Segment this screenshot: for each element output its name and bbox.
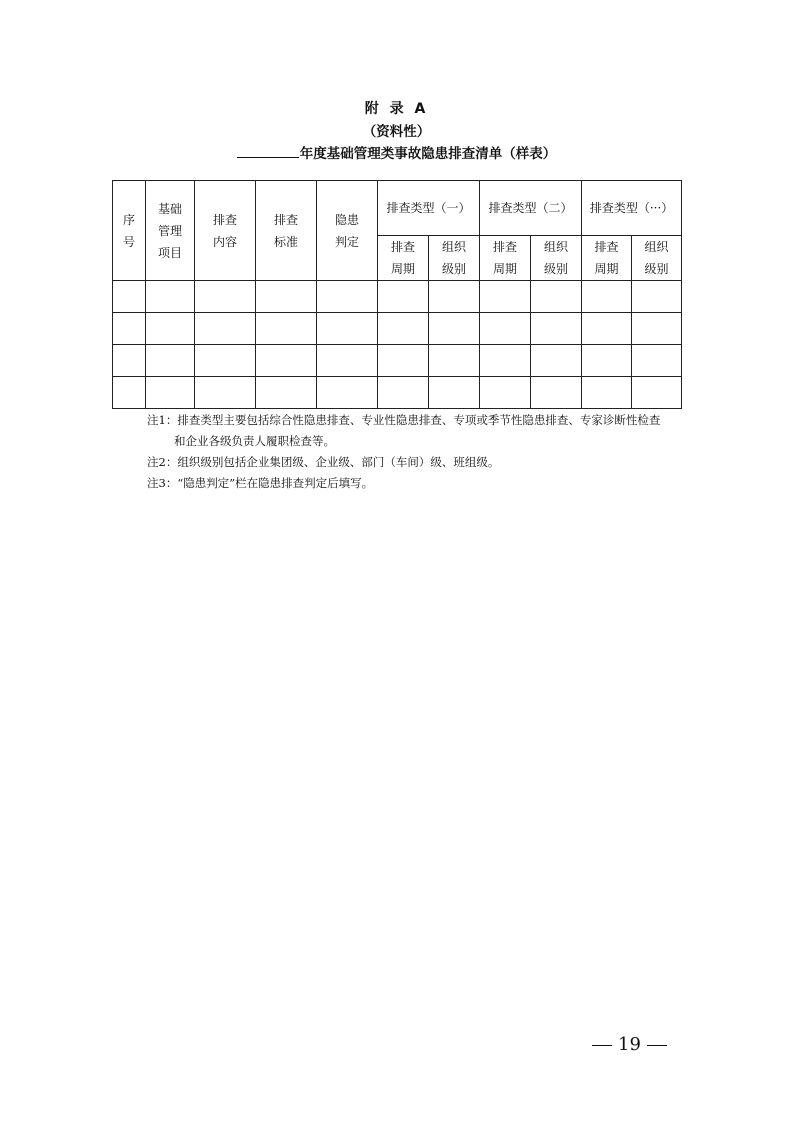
table-row xyxy=(113,345,682,377)
table-cell xyxy=(256,377,317,409)
header-text: 号 xyxy=(122,234,135,249)
header-level xyxy=(429,236,480,281)
table-cell xyxy=(582,377,632,409)
header-cycle xyxy=(582,236,632,281)
page-number-text: 19 xyxy=(618,1034,641,1055)
table-cell xyxy=(195,281,256,313)
table-cell xyxy=(480,377,531,409)
table-cell xyxy=(146,345,195,377)
header-text: 序 xyxy=(122,212,135,227)
table-cell xyxy=(113,377,146,409)
table-title xyxy=(0,142,793,162)
table-cell xyxy=(582,313,632,345)
page-number xyxy=(586,1034,673,1055)
page-number-dash-left xyxy=(592,1045,612,1046)
header-standard xyxy=(256,181,317,281)
table-body xyxy=(113,281,682,409)
table-cell xyxy=(531,313,582,345)
note-1 xyxy=(147,410,692,452)
header-text: 周期 xyxy=(493,262,518,276)
table-cell xyxy=(195,345,256,377)
header-text: 排查 xyxy=(493,240,518,254)
header-text: 组织 xyxy=(442,240,467,254)
table-cell xyxy=(113,345,146,377)
table-cell xyxy=(256,345,317,377)
table-cell xyxy=(195,377,256,409)
note-label: 注1： xyxy=(147,413,178,427)
header-judgment xyxy=(317,181,378,281)
header-text: 基础 xyxy=(157,201,182,216)
note-2-line-1 xyxy=(147,452,692,473)
table-cell xyxy=(146,377,195,409)
table-cell xyxy=(480,281,531,313)
table-row xyxy=(113,377,682,409)
year-fill-blank xyxy=(237,145,299,158)
note-1-line-2 xyxy=(147,431,692,452)
table-cell xyxy=(317,281,378,313)
table-cell xyxy=(317,377,378,409)
table-cell xyxy=(378,313,429,345)
header-text: 组织 xyxy=(644,240,669,254)
note-3 xyxy=(147,473,692,494)
header-text: 隐患 xyxy=(334,212,359,227)
table-cell xyxy=(317,313,378,345)
table-cell xyxy=(113,281,146,313)
table-cell xyxy=(582,345,632,377)
header-type-1: 排查类型（一） xyxy=(378,181,480,236)
header-level xyxy=(531,236,582,281)
table-cell xyxy=(146,281,195,313)
table-cell xyxy=(429,281,480,313)
table-title-text: 年度基础管理类事故隐患排查清单（样表） xyxy=(299,146,557,162)
header-text: 管理 xyxy=(157,223,182,238)
note-text: 组织级别包括企业集团级、企业级、部门（车间）级、班组级。 xyxy=(177,455,500,469)
table-cell xyxy=(378,345,429,377)
header-management-item xyxy=(146,181,195,281)
table-cell xyxy=(256,281,317,313)
header-cycle xyxy=(378,236,429,281)
header-content xyxy=(195,181,256,281)
header-text: 内容 xyxy=(212,234,237,249)
table-cell xyxy=(582,281,632,313)
header-text: 级别 xyxy=(544,262,569,276)
header-text: 周期 xyxy=(594,262,619,276)
hazard-checklist-table xyxy=(112,180,682,409)
table-cell xyxy=(632,377,682,409)
table-cell xyxy=(632,345,682,377)
note-text: 排查类型主要包括综合性隐患排查、专业性隐患排查、专项或季节性隐患排查、专家诊断性检查 xyxy=(177,413,661,427)
header-type-2: 排查类型（二） xyxy=(480,181,582,236)
note-label: 注2： xyxy=(147,455,178,469)
table-cell xyxy=(480,345,531,377)
header-level xyxy=(632,236,682,281)
table-cell xyxy=(429,345,480,377)
header-text: 级别 xyxy=(442,262,467,276)
table-cell xyxy=(378,377,429,409)
table-cell xyxy=(113,313,146,345)
table-cell xyxy=(256,313,317,345)
appendix-label: 附 录 A xyxy=(364,101,429,117)
header-text: 周期 xyxy=(390,262,415,276)
header-seq xyxy=(113,181,146,281)
note-3-line-1 xyxy=(147,473,692,494)
header-text: 组织 xyxy=(544,240,569,254)
table-cell xyxy=(480,313,531,345)
header-text: 排查 xyxy=(594,240,619,254)
table-cell xyxy=(531,281,582,313)
note-label: 注3： xyxy=(147,476,178,490)
header-type-more: 排查类型（···） xyxy=(582,181,682,236)
table-cell xyxy=(531,345,582,377)
header-text: 排查 xyxy=(390,240,415,254)
header-text: 级别 xyxy=(644,262,669,276)
table-cell xyxy=(632,313,682,345)
note-text: “隐患判定”栏在隐患排查判定后填写。 xyxy=(177,476,374,490)
table-cell xyxy=(195,313,256,345)
header-text: 标准 xyxy=(273,234,298,249)
table-row xyxy=(113,281,682,313)
table-row xyxy=(113,313,682,345)
header-text: 排查 xyxy=(212,212,237,227)
appendix-nature: （资料性） xyxy=(362,124,431,140)
page-number-dash-right xyxy=(647,1045,667,1046)
header-text: 排查 xyxy=(273,212,298,227)
table-cell xyxy=(531,377,582,409)
table-cell xyxy=(632,281,682,313)
table-cell xyxy=(429,377,480,409)
table-cell xyxy=(317,345,378,377)
note-2 xyxy=(147,452,692,473)
note-text: 和企业各级负责人履职检查等。 xyxy=(174,434,335,448)
header-text: 判定 xyxy=(334,234,359,249)
table-cell xyxy=(146,313,195,345)
table-cell xyxy=(378,281,429,313)
header-text: 项目 xyxy=(157,245,182,260)
header-row-top xyxy=(113,181,682,236)
table-cell xyxy=(429,313,480,345)
header-cycle xyxy=(480,236,531,281)
note-1-line-1 xyxy=(147,410,692,431)
